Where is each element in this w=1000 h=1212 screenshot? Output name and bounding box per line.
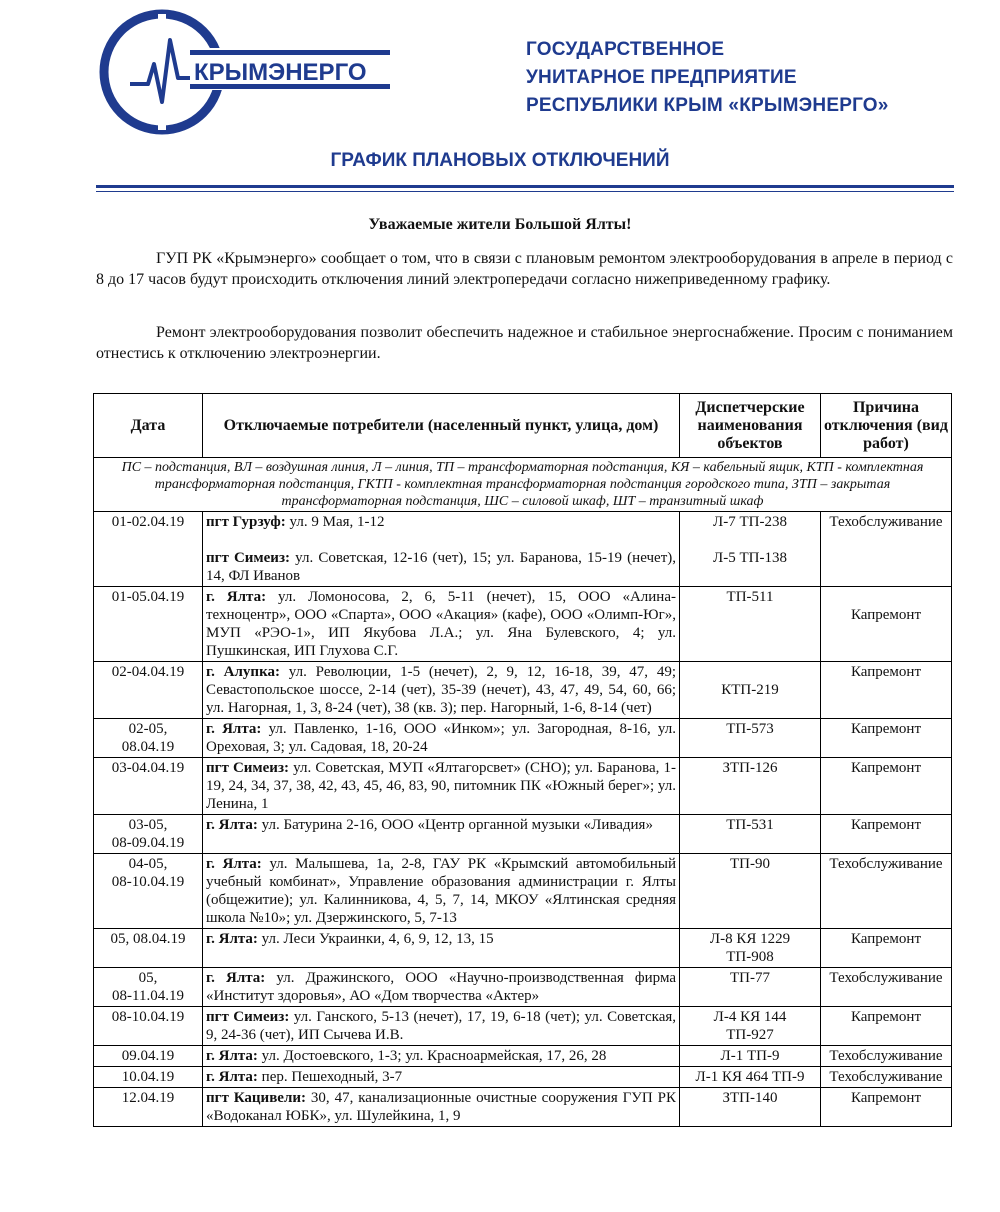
settlement-name: г. Ялта:	[206, 970, 266, 986]
dispatch-line: Л-1 ТП-9	[720, 1048, 780, 1064]
dispatch-line: КТП-219	[721, 682, 779, 698]
address-list: ул. Советская, МУП «Ялтагорсвет» (СНО); ул. Баранова, 1-19, 24, 34, 37, 38, 42, 43, 45, 46, 83, 90, питомник ПК «Южный берег»; ул. Ленина, 1	[206, 760, 677, 812]
settlement-name: пгт Симеиз:	[206, 760, 289, 776]
row-reason	[821, 1067, 952, 1088]
row-dispatch	[680, 758, 821, 815]
dispatch-line: Л-8 КЯ 1229	[709, 931, 791, 947]
row-date	[94, 854, 203, 929]
table-row	[94, 854, 952, 929]
row-consumers	[203, 719, 680, 758]
table-row	[94, 758, 952, 815]
date-line: 08-11.04.19	[112, 988, 184, 1004]
table-row	[94, 1088, 952, 1127]
row-consumers	[203, 758, 680, 815]
row-reason	[821, 1046, 952, 1067]
address-list: ул. Советская, 12-16 (чет), 15; ул. Баранова, 15-19 (нечет), 14, ФЛ Иванов	[206, 550, 676, 584]
reason-line: Капремонт	[850, 760, 922, 776]
row-reason	[821, 758, 952, 815]
address-list: ул. Ганского, 5-13 (нечет), 17, 19, 6-18 (чет); ул. Советская, 9, 24-36 (чет), ИП Сычева И.В.	[206, 1009, 676, 1043]
intro-paragraph-2: Ремонт электрооборудования позволит обеспечить надежное и стабильное энергоснабжение. Просим с пониманием отнестись к отключению электроэнергии.	[96, 324, 953, 362]
row-date	[94, 662, 203, 719]
row-reason	[821, 587, 952, 662]
row-consumers	[203, 512, 680, 587]
row-reason	[821, 662, 952, 719]
dispatch-line: ТП-573	[726, 721, 774, 737]
row-date	[94, 1046, 203, 1067]
table-body	[94, 512, 952, 1127]
spacer	[683, 531, 817, 549]
row-consumers	[203, 929, 680, 968]
logo-bar-top	[190, 50, 390, 55]
row-reason	[821, 1007, 952, 1046]
legend-row	[94, 458, 952, 512]
dispatch-line: ТП-77	[730, 970, 770, 986]
intro-paragraph-1: ГУП РК «Крымэнерго» сообщает о том, что в связи с плановым ремонтом электрооборудования в апреле в период с 8 до 17 часов будут происходить отключения линий электропередачи согласно нижеприведенному графику.	[96, 250, 953, 288]
settlement-name: г. Ялта:	[206, 721, 262, 737]
krymenergo-logo	[96, 6, 396, 138]
address-list: ул. Ломоносова, 2, 6, 5-11 (нечет), 15, ООО «Алина-техноцентр», ООО «Спарта», ООО «Акация» (кафе), ООО «Олимп-Юг», МУП «РЭО-1», ИП Якубова Л.А.; ул. Яна Булевского, 4; ул. Пушкинская, ИП Глухова С.Г.	[206, 589, 676, 659]
date-line: 08-10.04.19	[111, 1009, 185, 1025]
date-line: 12.04.19	[121, 1090, 175, 1106]
reason-line: Капремонт	[850, 664, 922, 680]
reason-line: Техобслуживание	[829, 1048, 943, 1064]
row-dispatch	[680, 1046, 821, 1067]
row-consumers	[203, 1067, 680, 1088]
row-dispatch	[680, 815, 821, 854]
table-row	[94, 929, 952, 968]
reason-line: Техобслуживание	[829, 856, 943, 872]
org-line-3: РЕСПУБЛИКИ КРЫМ «КРЫМЭНЕРГО»	[526, 95, 889, 116]
dispatch-line: Л-7 ТП-238	[713, 514, 787, 530]
address-list: ул. 9 Мая, 1-12	[285, 514, 385, 530]
settlement-name: пгт Симеиз:	[206, 1009, 290, 1025]
address-list: 30, 47, канализационные очистные сооружения ГУП РК «Водоканал ЮБК», ул. Шулейкина, 1, 9	[206, 1090, 676, 1124]
row-date	[94, 758, 203, 815]
row-consumers	[203, 587, 680, 662]
date-line: 03-04.04.19	[111, 760, 185, 776]
org-line-2: УНИТАРНОЕ ПРЕДПРИЯТИЕ	[526, 67, 797, 88]
logo-text: КРЫМЭНЕРГО	[194, 59, 367, 86]
dispatch-line: Л-5 ТП-138	[713, 550, 787, 566]
row-date	[94, 587, 203, 662]
table-row	[94, 1046, 952, 1067]
address-list: ул. Малышева, 1а, 2-8, ГАУ РК «Крымский автомобильный учебный комбинат», Управление образования администрации г. Ялты (общежитие); ул. Калинникова, 4, 5, 7, 14, МКОУ «Ялтинская средняя школа №10»; ул. Дзержинского, 5, 7-13	[206, 856, 676, 926]
row-consumers	[203, 1007, 680, 1046]
table-row	[94, 719, 952, 758]
header-reason: Причина отключения (вид работ)	[821, 394, 952, 458]
row-date	[94, 929, 203, 968]
row-dispatch	[680, 1067, 821, 1088]
address-list: ул. Революции, 1-5 (нечет), 2, 9, 12, 16-18, 39, 47, 49; Севастопольское шоссе, 2-14 (чет), 35-39 (нечет), 43, 47, 49, 54, 60, 66; ул. Нагорная, 1, 3, 8-24 (чет), 38 (кв. 3); пер. Нагорный, 1-6, 8-14 (чет)	[206, 664, 677, 716]
settlement-name: г. Ялта:	[206, 589, 267, 605]
row-dispatch	[680, 929, 821, 968]
row-dispatch	[680, 719, 821, 758]
header-consumers: Отключаемые потребители (населенный пункт, улица, дом)	[203, 394, 680, 458]
date-line: 08-10.04.19	[111, 874, 185, 890]
header-date: Дата	[94, 394, 203, 458]
greeting: Уважаемые жители Большой Ялты!	[368, 216, 632, 233]
date-line: 03-05,	[128, 817, 168, 833]
date-line: 02-04.04.19	[111, 664, 185, 680]
reason-line: Капремонт	[850, 721, 922, 737]
dispatch-line: ТП-90	[730, 856, 770, 872]
row-dispatch	[680, 662, 821, 719]
row-date	[94, 1067, 203, 1088]
dispatch-line: ТП-511	[726, 589, 774, 605]
date-line: 04-05,	[128, 856, 168, 872]
table-row	[94, 587, 952, 662]
reason-line: Техобслуживание	[829, 514, 943, 530]
date-line: 09.04.19	[121, 1048, 175, 1064]
row-date	[94, 1088, 203, 1127]
settlement-name: г. Алупка:	[206, 664, 280, 680]
row-date	[94, 719, 203, 758]
org-line-1: ГОСУДАРСТВЕННОЕ	[526, 39, 725, 60]
table-row	[94, 815, 952, 854]
row-date	[94, 1007, 203, 1046]
settlement-name: г. Ялта:	[206, 856, 262, 872]
date-line: 08.04.19	[121, 739, 175, 755]
table-row	[94, 1067, 952, 1088]
date-line: 05,	[138, 970, 158, 986]
title-rule-thick	[96, 185, 954, 188]
table-header-row	[94, 394, 952, 458]
row-reason	[821, 512, 952, 587]
reason-line: Капремонт	[850, 1090, 922, 1106]
row-reason	[821, 1088, 952, 1127]
reason-line: Капремонт	[850, 1009, 922, 1025]
row-consumers	[203, 662, 680, 719]
row-reason	[821, 719, 952, 758]
row-consumers	[203, 1088, 680, 1127]
abbreviations-legend: ПС – подстанция, ВЛ – воздушная линия, Л – линия, ТП – трансформаторная подстанция, КЯ – кабельный ящик, КТП - комплектная трансформаторная подстанция, ГКТП - комплектная трансформаторная подстанция городского типа, ЗТП – закрытая трансформаторная подстанция, ШС – силовой шкаф, ШТ – транзитный шкаф	[94, 458, 952, 512]
date-line: 10.04.19	[121, 1069, 175, 1085]
address-list: ул. Павленко, 1-16, ООО «Инком»; ул. Загородная, 8-16, ул. Ореховая, 3; ул. Садовая, 18, 20-24	[206, 721, 676, 755]
row-dispatch	[680, 1007, 821, 1046]
page-title: ГРАФИК ПЛАНОВЫХ ОТКЛЮЧЕНИЙ	[330, 150, 670, 171]
dispatch-line	[683, 663, 817, 681]
settlement-name: г. Ялта:	[206, 931, 258, 947]
header-dispatch: Диспетчерские наименования объектов	[680, 394, 821, 458]
row-consumers	[203, 968, 680, 1007]
table-row	[94, 1007, 952, 1046]
address-list: пер. Пешеходный, 3-7	[257, 1069, 403, 1085]
row-reason	[821, 929, 952, 968]
reason-line: Техобслуживание	[829, 970, 943, 986]
address-list: ул. Батурина 2-16, ООО «Центр органной музыки «Ливадия»	[257, 817, 653, 833]
row-consumers	[203, 1046, 680, 1067]
spacer	[206, 531, 676, 549]
reason-line: Техобслуживание	[829, 1069, 943, 1085]
table-row	[94, 512, 952, 587]
settlement-name: пгт Гурзуф:	[206, 514, 286, 530]
row-dispatch	[680, 587, 821, 662]
date-line: 08-09.04.19	[111, 835, 185, 851]
row-reason	[821, 815, 952, 854]
dispatch-line: ЗТП-126	[722, 760, 778, 776]
date-line: 01-05.04.19	[111, 589, 185, 605]
reason-line: Капремонт	[850, 931, 922, 947]
date-line: 05, 08.04.19	[110, 931, 186, 947]
dispatch-line: ТП-908	[726, 949, 774, 965]
dispatch-line: Л-4 КЯ 144	[713, 1009, 787, 1025]
outage-schedule-table	[93, 393, 952, 1127]
address-list: ул. Достоевского, 1-3; ул. Красноармейская, 17, 26, 28	[257, 1048, 607, 1064]
row-dispatch	[680, 1088, 821, 1127]
title-rule-thin	[96, 191, 954, 192]
dispatch-line: ТП-531	[726, 817, 774, 833]
row-consumers	[203, 815, 680, 854]
settlement-name: пгт Кацивели:	[206, 1090, 307, 1106]
organization-name	[526, 36, 889, 120]
dispatch-line: ТП-927	[726, 1027, 774, 1043]
row-date	[94, 968, 203, 1007]
dispatch-line: ЗТП-140	[722, 1090, 778, 1106]
row-dispatch	[680, 854, 821, 929]
row-date	[94, 815, 203, 854]
reason-line	[824, 588, 948, 606]
reason-line: Капремонт	[850, 817, 922, 833]
row-date	[94, 512, 203, 587]
settlement-name: г. Ялта:	[206, 1069, 258, 1085]
settlement-name: г. Ялта:	[206, 1048, 258, 1064]
address-list: ул. Дражинского, ООО «Научно-производственная фирма «Институт здоровья», АО «Дом творчества «Актер»	[206, 970, 677, 1004]
settlement-name: г. Ялта:	[206, 817, 258, 833]
row-consumers	[203, 854, 680, 929]
address-list: ул. Леси Украинки, 4, 6, 9, 12, 13, 15	[257, 931, 494, 947]
table-row	[94, 968, 952, 1007]
dispatch-line: Л-1 КЯ 464 ТП-9	[695, 1069, 805, 1085]
row-reason	[821, 854, 952, 929]
date-line: 01-02.04.19	[111, 514, 185, 530]
row-dispatch	[680, 512, 821, 587]
reason-line: Капремонт	[850, 607, 922, 623]
table-row	[94, 662, 952, 719]
row-dispatch	[680, 968, 821, 1007]
row-reason	[821, 968, 952, 1007]
settlement-name: пгт Симеиз:	[206, 550, 290, 566]
date-line: 02-05,	[128, 721, 168, 737]
